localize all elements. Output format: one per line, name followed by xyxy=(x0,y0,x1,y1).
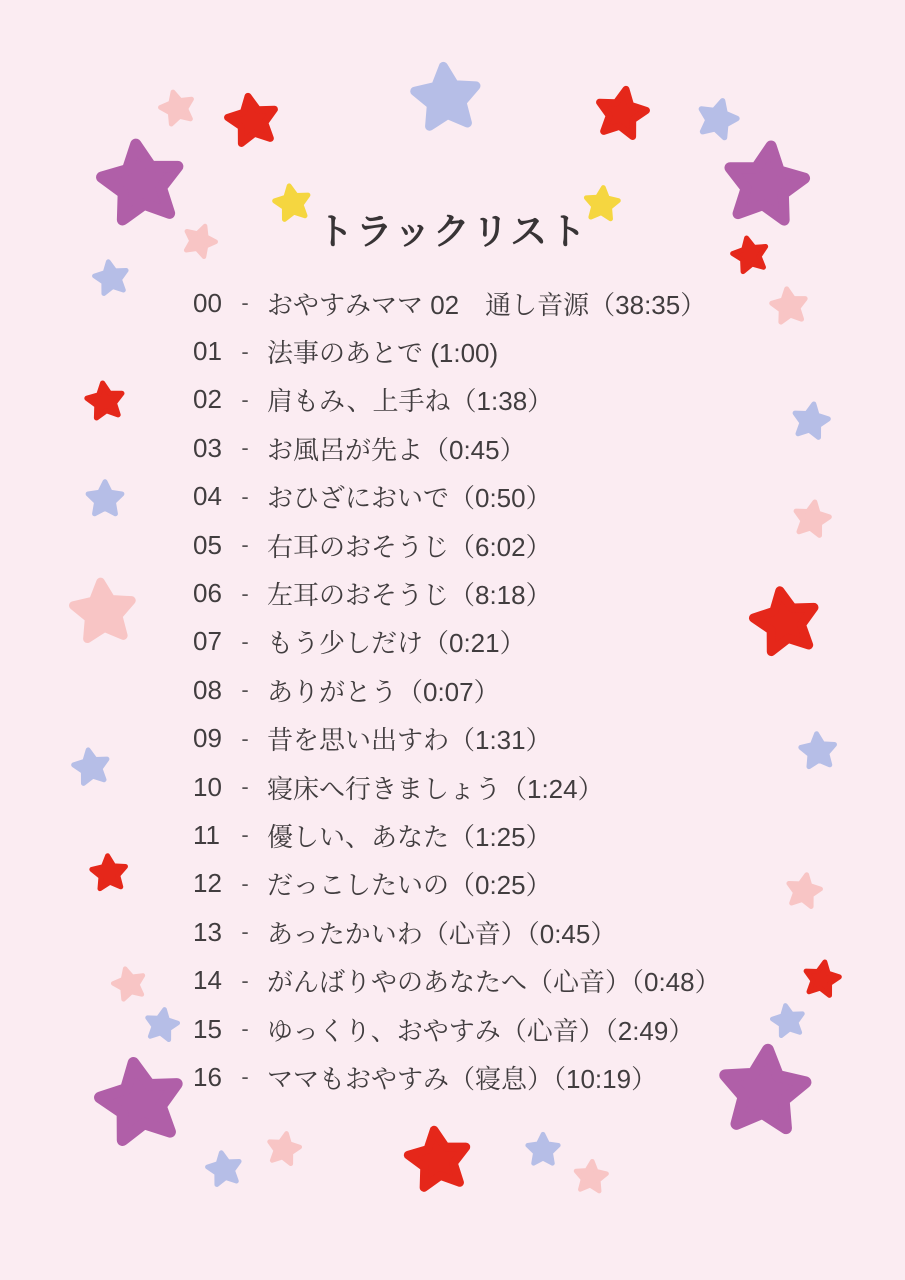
track-number: 16 xyxy=(193,1061,222,1092)
track-number: 15 xyxy=(193,1013,222,1044)
track-separator: - xyxy=(241,725,249,751)
star-icon xyxy=(586,76,658,148)
track-row xyxy=(193,956,721,1004)
track-separator: - xyxy=(241,870,249,896)
track-number: 10 xyxy=(193,771,222,802)
star-icon xyxy=(764,280,814,330)
track-title: おひざにおいで（0:50） xyxy=(267,483,552,514)
track-title: 寝床へ行きましょう（1:24） xyxy=(267,773,604,804)
page-title: トラックリスト xyxy=(316,210,589,252)
track-title: だっこしたいの（0:25） xyxy=(267,870,552,901)
track-title: もう少しだけ（0:21） xyxy=(267,628,526,659)
track-separator: - xyxy=(241,386,249,412)
star-icon xyxy=(87,253,136,302)
track-separator: - xyxy=(241,290,249,316)
track-separator: - xyxy=(241,435,249,461)
track-title: ありがとう（0:07） xyxy=(267,676,500,707)
track-row xyxy=(193,763,721,811)
track-row xyxy=(193,376,721,424)
star-icon xyxy=(216,83,288,155)
star-icon xyxy=(62,569,144,651)
track-number: 09 xyxy=(193,723,222,754)
track-row xyxy=(193,1053,721,1101)
track-row xyxy=(193,908,721,956)
star-icon xyxy=(569,1154,612,1197)
star-icon xyxy=(739,574,832,667)
track-row xyxy=(193,424,721,472)
track-title: ママもおやすみ（寝息）（10:19） xyxy=(267,1063,658,1094)
track-title: 昔を思い出すわ（1:31） xyxy=(267,725,552,756)
track-number: 08 xyxy=(193,674,222,705)
track-row xyxy=(193,279,721,327)
track-number: 06 xyxy=(193,578,222,609)
track-row xyxy=(193,521,721,569)
track-row xyxy=(193,1005,721,1053)
track-number: 04 xyxy=(193,481,222,512)
track-title: がんばりやのあなたへ（心音）（0:48） xyxy=(267,967,721,998)
star-icon xyxy=(66,741,117,792)
star-icon xyxy=(403,53,490,140)
track-separator: - xyxy=(241,822,249,848)
star-icon xyxy=(261,1125,307,1171)
track-title: 法事のあとで (1:00) xyxy=(267,338,499,369)
track-number: 00 xyxy=(193,287,222,318)
track-separator: - xyxy=(241,338,249,364)
track-separator: - xyxy=(241,628,249,654)
track-separator: - xyxy=(241,967,249,993)
track-separator: - xyxy=(241,1016,249,1042)
star-icon xyxy=(523,1129,563,1169)
track-row xyxy=(193,327,721,375)
star-icon xyxy=(786,395,837,446)
track-number: 07 xyxy=(193,626,222,657)
track-title: おやすみママ 02 通し音源（38:35） xyxy=(267,289,707,320)
star-icon xyxy=(780,866,829,915)
track-number: 11 xyxy=(193,819,220,850)
track-title: 優しい、あなた（1:25） xyxy=(267,821,552,852)
track-separator: - xyxy=(241,677,249,703)
track-number: 02 xyxy=(193,384,222,415)
track-title: 右耳のおそうじ（6:02） xyxy=(267,531,552,562)
track-separator: - xyxy=(241,483,249,509)
track-separator: - xyxy=(241,774,249,800)
track-title: お風呂が先よ（0:45） xyxy=(267,434,526,465)
track-separator: - xyxy=(241,1064,249,1090)
track-row xyxy=(193,569,721,617)
star-icon xyxy=(794,726,842,774)
track-row xyxy=(193,811,721,859)
track-row xyxy=(193,860,721,908)
track-title: あったかいわ（心音）（0:45） xyxy=(267,918,617,949)
track-number: 05 xyxy=(193,529,222,560)
track-number: 14 xyxy=(193,965,222,996)
track-separator: - xyxy=(241,532,249,558)
track-number: 13 xyxy=(193,916,222,947)
track-number: 12 xyxy=(193,868,222,899)
star-icon xyxy=(79,374,131,426)
star-icon xyxy=(83,476,127,520)
track-row xyxy=(193,473,721,521)
track-title: 左耳のおそうじ（8:18） xyxy=(267,580,552,611)
track-number: 01 xyxy=(193,336,222,367)
star-icon xyxy=(395,1115,481,1201)
track-number: 03 xyxy=(193,432,222,463)
star-icon xyxy=(85,848,133,896)
star-icon xyxy=(787,493,838,544)
track-row xyxy=(193,715,721,763)
star-icon xyxy=(707,1031,821,1145)
star-icon xyxy=(200,1144,249,1193)
star-icon xyxy=(81,1041,199,1159)
star-icon xyxy=(139,1001,185,1047)
track-title: ゆっくり、おやすみ（心音）（2:49） xyxy=(267,1015,695,1046)
track-title: 肩もみ、上手ね（1:38） xyxy=(267,386,554,417)
track-list xyxy=(193,279,721,1102)
track-row xyxy=(193,618,721,666)
track-separator: - xyxy=(241,919,249,945)
track-separator: - xyxy=(241,580,249,606)
track-row xyxy=(193,666,721,714)
